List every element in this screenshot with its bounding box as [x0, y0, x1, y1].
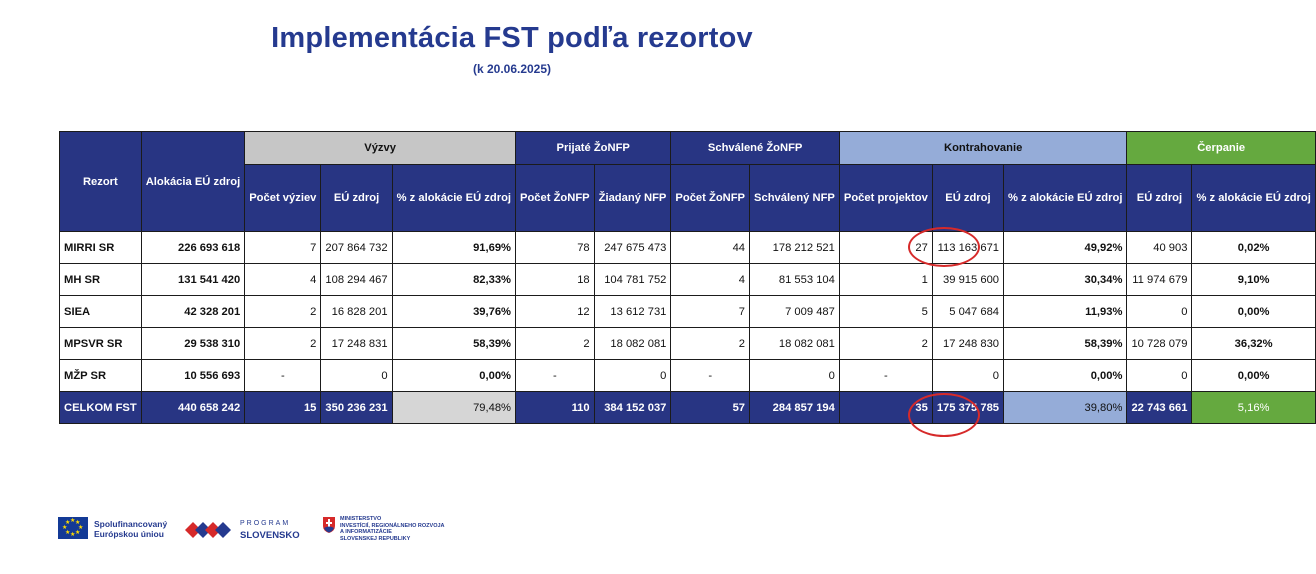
- slovak-coat-of-arms-icon: [322, 516, 336, 534]
- cell-vyzvy-pct: 39,76%: [392, 296, 515, 328]
- header-prijate: Prijaté ŽoNFP: [516, 132, 671, 165]
- page-subtitle-date: (k 20.06.2025): [472, 62, 552, 76]
- cell-vyzvy-eu: 17 248 831: [321, 328, 392, 360]
- cell-ziadany: 13 612 731: [594, 296, 671, 328]
- highlight-ring-total-cerpanie: [908, 393, 980, 437]
- cell-cerp-pct: 0,00%: [1192, 296, 1315, 328]
- cell-schvalene-pocet: 7: [671, 296, 750, 328]
- cell-kontr-eu: 17 248 830: [932, 328, 1003, 360]
- cell-rezort: MIRRI SR: [60, 232, 142, 264]
- cell-cerp-pct: 0,00%: [1192, 360, 1315, 392]
- cell-kontr-eu: 113 163 671: [932, 232, 1003, 264]
- highlight-ring-mirri-cerpanie: [908, 227, 980, 267]
- cell-alokacia: 10 556 693: [141, 360, 245, 392]
- cell-pocet-vyziev: 4: [245, 264, 321, 296]
- page-title: Implementácia FST podľa rezortov: [271, 22, 753, 54]
- cell-pocet-projektov: 5: [839, 296, 932, 328]
- cell-schvalene-pocet: 2: [671, 328, 750, 360]
- header-alokacia: Alokácia EÚ zdroj: [141, 132, 245, 232]
- cell-ziadany: 247 675 473: [594, 232, 671, 264]
- cell-total-ziadany: 384 152 037: [594, 392, 671, 424]
- cell-prijate-pocet: 12: [516, 296, 595, 328]
- cell-schvaleny: 178 212 521: [750, 232, 840, 264]
- cell-total-vyzvy-pct: 79,48%: [392, 392, 515, 424]
- cell-pocet-projektov: 1: [839, 264, 932, 296]
- subheader-schvaleny-nfp: Schválený NFP: [750, 165, 840, 232]
- cell-prijate-pocet: 78: [516, 232, 595, 264]
- cell-pocet-vyziev: 2: [245, 296, 321, 328]
- header-schvalene: Schválené ŽoNFP: [671, 132, 839, 165]
- cell-cerp-eu: 0: [1127, 296, 1192, 328]
- cell-vyzvy-eu: 0: [321, 360, 392, 392]
- cell-schvaleny: 7 009 487: [750, 296, 840, 328]
- cell-total-schvaleny: 284 857 194: [750, 392, 840, 424]
- cell-vyzvy-pct: 91,69%: [392, 232, 515, 264]
- cell-total-alokacia: 440 658 242: [141, 392, 245, 424]
- cell-ziadany: 0: [594, 360, 671, 392]
- cell-pocet-vyziev: 2: [245, 328, 321, 360]
- cell-kontr-eu: 39 915 600: [932, 264, 1003, 296]
- subheader-vyzvy-eu-zdroj: EÚ zdroj: [321, 165, 392, 232]
- table-row: [60, 328, 1316, 360]
- cell-cerp-eu: 11 974 679: [1127, 264, 1192, 296]
- cell-alokacia: 42 328 201: [141, 296, 245, 328]
- cell-pocet-vyziev: -: [245, 360, 321, 392]
- cell-total-schvalene-pocet: 57: [671, 392, 750, 424]
- cell-vyzvy-pct: 58,39%: [392, 328, 515, 360]
- subheader-schvalene-pocet: Počet ŽoNFP: [671, 165, 750, 232]
- cell-total-kontr-pct: 39,80%: [1004, 392, 1127, 424]
- table-row: [60, 264, 1316, 296]
- eu-cofinanced-label: Spolufinancovaný Európskou úniou: [94, 519, 168, 539]
- subheader-ziadany-nfp: Žiadaný NFP: [594, 165, 671, 232]
- subheader-pocet-vyziev: Počet výziev: [245, 165, 321, 232]
- ministry-label: MINISTERSTVO INVESTÍCIÍ, REGIONÁLNEHO ROZVOJA A INFORMATIZÁCIE SLOVENSKEJ REPUBLIKY: [340, 516, 445, 542]
- cell-prijate-pocet: 18: [516, 264, 595, 296]
- header-vyzvy: Výzvy: [245, 132, 516, 165]
- cell-total-prijate-pocet: 110: [516, 392, 595, 424]
- cell-vyzvy-eu: 108 294 467: [321, 264, 392, 296]
- cell-rezort: MPSVR SR: [60, 328, 142, 360]
- subheader-cerp-pct: % z alokácie EÚ zdroj: [1192, 165, 1315, 232]
- cell-schvaleny: 81 553 104: [750, 264, 840, 296]
- cell-cerp-pct: 9,10%: [1192, 264, 1315, 296]
- cell-vyzvy-eu: 207 864 732: [321, 232, 392, 264]
- cell-total-rezort: CELKOM FST: [60, 392, 142, 424]
- cell-cerp-eu: 10 728 079: [1127, 328, 1192, 360]
- footer-logos: [0, 512, 1024, 562]
- subheader-pocet-projektov: Počet projektov: [839, 165, 932, 232]
- cell-schvalene-pocet: 44: [671, 232, 750, 264]
- cell-alokacia: 131 541 420: [141, 264, 245, 296]
- header-rezort: Rezort: [60, 132, 142, 232]
- fst-implementation-table: [59, 131, 1316, 424]
- cell-prijate-pocet: -: [516, 360, 595, 392]
- cell-cerp-pct: 36,32%: [1192, 328, 1315, 360]
- cell-alokacia: 226 693 618: [141, 232, 245, 264]
- cell-pocet-vyziev: 7: [245, 232, 321, 264]
- cell-ziadany: 104 781 752: [594, 264, 671, 296]
- table-total-row: [60, 392, 1316, 424]
- cell-kontr-eu: 0: [932, 360, 1003, 392]
- slovensko-label: SLOVENSKO: [240, 530, 300, 541]
- cell-pocet-projektov: -: [839, 360, 932, 392]
- cell-schvaleny: 0: [750, 360, 840, 392]
- cell-total-cerp-eu: 22 743 661: [1127, 392, 1192, 424]
- cell-pocet-projektov: 2: [839, 328, 932, 360]
- cell-ziadany: 18 082 081: [594, 328, 671, 360]
- cell-rezort: MH SR: [60, 264, 142, 296]
- cell-cerp-eu: 0: [1127, 360, 1192, 392]
- cell-total-cerp-pct: 5,16%: [1192, 392, 1315, 424]
- cell-kontr-pct: 11,93%: [1004, 296, 1127, 328]
- cell-kontr-pct: 0,00%: [1004, 360, 1127, 392]
- cell-schvalene-pocet: -: [671, 360, 750, 392]
- subheader-kontr-eu-zdroj: EÚ zdroj: [932, 165, 1003, 232]
- cell-vyzvy-pct: 82,33%: [392, 264, 515, 296]
- header-kontrahovanie: Kontrahovanie: [839, 132, 1127, 165]
- subheader-vyzvy-pct: % z alokácie EÚ zdroj: [392, 165, 515, 232]
- program-slovensko-logo-icon: [185, 516, 235, 544]
- cell-vyzvy-pct: 0,00%: [392, 360, 515, 392]
- cell-pocet-projektov: 27: [839, 232, 932, 264]
- cell-rezort: SIEA: [60, 296, 142, 328]
- subheader-cerp-eu-zdroj: EÚ zdroj: [1127, 165, 1192, 232]
- cell-kontr-pct: 58,39%: [1004, 328, 1127, 360]
- table-row: [60, 296, 1316, 328]
- program-label: PROGRAM: [240, 520, 291, 527]
- cell-schvalene-pocet: 4: [671, 264, 750, 296]
- cell-cerp-eu: 40 903: [1127, 232, 1192, 264]
- eu-flag-icon: ★ ★ ★ ★ ★ ★ ★ ★: [58, 517, 88, 539]
- header-cerpanie: Čerpanie: [1127, 132, 1315, 165]
- subheader-prijate-pocet: Počet ŽoNFP: [516, 165, 595, 232]
- subheader-kontr-pct: % z alokácie EÚ zdroj: [1004, 165, 1127, 232]
- cell-vyzvy-eu: 16 828 201: [321, 296, 392, 328]
- cell-cerp-pct: 0,02%: [1192, 232, 1315, 264]
- cell-schvaleny: 18 082 081: [750, 328, 840, 360]
- cell-prijate-pocet: 2: [516, 328, 595, 360]
- cell-rezort: MŽP SR: [60, 360, 142, 392]
- cell-total-kontr-eu: 175 375 785: [932, 392, 1003, 424]
- table-row: [60, 232, 1316, 264]
- table-row: [60, 360, 1316, 392]
- cell-alokacia: 29 538 310: [141, 328, 245, 360]
- cell-total-pocet-projektov: 35: [839, 392, 932, 424]
- cell-total-pocet-vyziev: 15: [245, 392, 321, 424]
- cell-kontr-pct: 30,34%: [1004, 264, 1127, 296]
- cell-kontr-pct: 49,92%: [1004, 232, 1127, 264]
- cell-total-vyzvy-eu: 350 236 231: [321, 392, 392, 424]
- cell-kontr-eu: 5 047 684: [932, 296, 1003, 328]
